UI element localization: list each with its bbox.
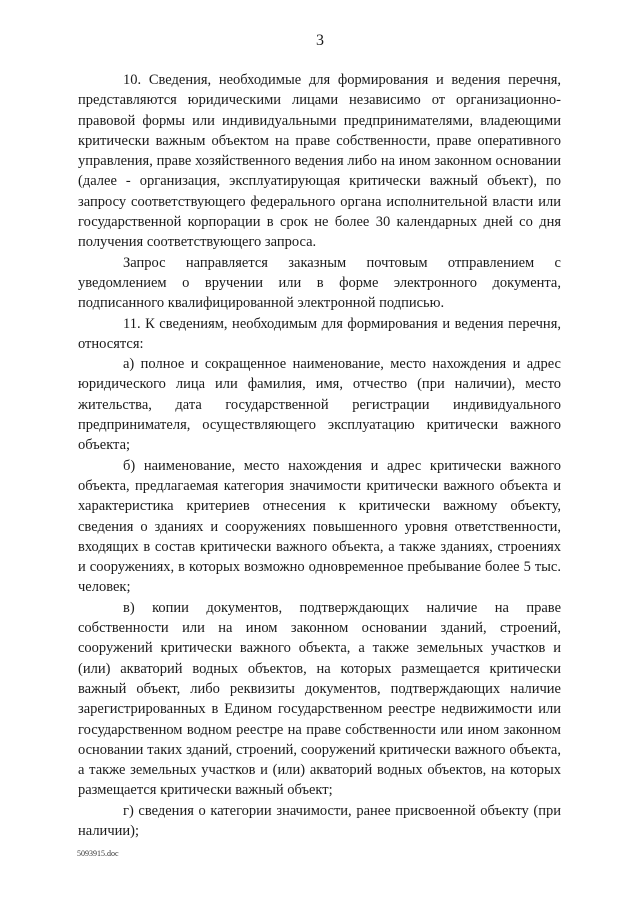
list-item-v: в) копии документов, подтверждающих наличие на праве собственности или на ином законном основании зданий, строений, сооружений критически важного объекта, а также земельных участков и (или) акваторий водных объектов, на которых размещается критически важный объект, либо реквизиты документов, подтверждающих наличие зарегистрированных в Едином государственном реестре недвижимости или государственном водном реестре на праве собственности или ином законном основании таких зданий, строений, сооружений критически важного объекта, а также земельных участков и (или) акваторий водных объектов, на которых размещается критически важный объект; <box>78 599 561 799</box>
paragraph-11-info-list: 11. К сведениям, необходимым для формирования и ведения перечня, относятся: <box>78 315 561 352</box>
document-body <box>78 70 561 841</box>
list-item-a: а) полное и сокращенное наименование, место нахождения и адрес юридического лица или фамилия, имя, отчество (при наличии), место жительства, дата государственной регистрации индивидуального предпринимателя, осуществляющего эксплуатацию критически важного объекта; <box>78 356 561 454</box>
page-number: 3 <box>316 32 324 49</box>
list-item-b: б) наименование, место нахождения и адрес критически важного объекта, предлагаемая категория значимости критически важного объекта и характеристика критериев отнесения к критически важному объекту, сведения о зданиях и сооружениях повышенного уровня ответственности, входящих в состав критически важного объекта, а также зданиях, строениях и сооружениях, в которых возможно одновременное пребывание более 5 тыс. человек; <box>78 457 561 596</box>
paragraph-request-delivery: Запрос направляется заказным почтовым отправлением с уведомлением о вручении или в форме электронного документа, подписанного квалифицированной электронной подписью. <box>78 254 561 312</box>
document-file-code: 5093915.doc <box>77 849 119 858</box>
paragraph-10-request-info: 10. Сведения, необходимые для формирования и ведения перечня, представляются юридическими лицами независимо от организационно-правовой формы или индивидуальными предпринимателями, владеющими критически важным объектом на праве собственности, праве оперативного управления, праве хозяйственного ведения либо на ином законном основании (далее - организация, эксплуатирующая критически важный объект), по запросу соответствующего федерального органа исполнительной власти или государственной корпорации в срок не более 30 календарных дней со дня получения соответствующего запроса. <box>78 72 561 251</box>
list-item-g: г) сведения о категории значимости, ранее присвоенной объекту (при наличии); <box>78 802 561 839</box>
